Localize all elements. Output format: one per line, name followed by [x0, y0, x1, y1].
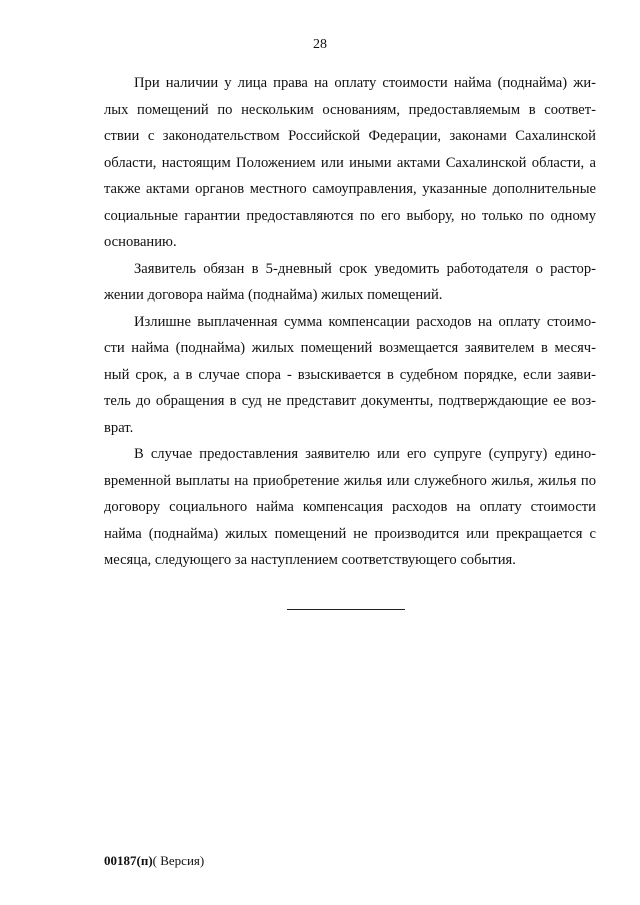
paragraph-3-line-1: Излишне выплаченная сумма компенсации расходов на оплату стоимо- [134, 313, 596, 330]
paragraph-4-line-2: временной выплаты на приобретение жилья или служебного жилья, жилья по [104, 472, 596, 489]
document-body [104, 70, 596, 574]
paragraph-1-line-1: При наличии у лица права на оплату стоимости найма (поднайма) жи- [134, 75, 596, 91]
paragraph-3-line-4: тель до обращения в суд не представит документы, подтверждающие ее воз- [104, 393, 596, 409]
paragraph-1-line-2: лых помещений по нескольким основаниям, предоставляемым в соответ- [104, 101, 596, 118]
paragraph-1-line-4: области, настоящим Положением или иными актами Сахалинской области, а [104, 154, 596, 171]
paragraph-1-line-3: ствии с законодательством Российской Федерации, законами Сахалинской [104, 128, 596, 144]
version-label: ( Версия) [152, 853, 205, 868]
paragraph-4-line-1: В случае предоставления заявителю или его супруге (супругу) едино- [134, 446, 596, 462]
document-footer [104, 853, 204, 869]
paragraph-3-line-2: сти найма (поднайма) жилых помещений возмещается заявителем в месяч- [104, 340, 596, 356]
paragraph-4-line-3: договору социального найма компенсация расходов на оплату стоимости [104, 499, 596, 515]
paragraph-1-line-5: также актами органов местного самоуправления, указанные дополнительные [104, 181, 596, 197]
paragraph-3-line-3: ный срок, а в случае спора - взыскивается в судебном порядке, если заяви- [104, 366, 596, 383]
paragraph-4-line-4: найма (поднайма) жилых помещений не производится или прекращается с [104, 525, 596, 542]
paragraph-1-line-6: социальные гарантии предоставляются по его выбору, но только по одному [104, 207, 596, 224]
paragraph-1-line-7: основанию. [104, 234, 177, 250]
paragraph-2-line-1: Заявитель обязан в 5-дневный срок уведомить работодателя о растор- [134, 260, 596, 277]
page-number: 28 [313, 37, 327, 52]
paragraph-2-line-2: жении договора найма (поднайма) жилых помещений. [104, 287, 443, 303]
end-of-text-divider [287, 609, 405, 610]
paragraph-3-line-5: врат. [104, 419, 134, 436]
document-code: 00187(п) [104, 853, 153, 868]
paragraph-4-line-5: месяца, следующего за наступлением соответствующего события. [104, 552, 516, 568]
